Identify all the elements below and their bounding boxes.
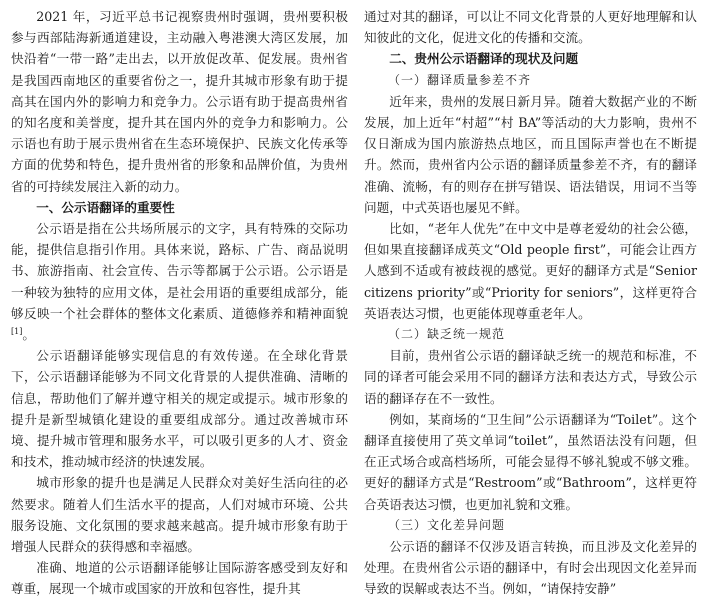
paragraph: 公示语的翻译不仅涉及语言转换，而且涉及文化差异的处理。在贵州省公示语的翻译中，有时会出现因文化差异而导致的误解或表达不当。例如，“请保持安静” bbox=[364, 539, 697, 597]
right-column bbox=[364, 6, 697, 600]
paragraph: 城市形象的提升也是满足人民群众对美好生活向往的必然要求。随着人们生活水平的提高，人们对城市环境、公共服务设施、文化氛围的要求越来越高。提升城市形象有助于增强人民群众的获得感和幸福感。 bbox=[11, 475, 348, 555]
paragraph: 例如，某商场的“卫生间”公示语翻译为“Toilet”。这个翻译直接使用了英文单词“toilet”，虽然语法没有问题，但在正式场合或高档场所，可能会显得不够礼貌或不够文雅。更好的翻译方式是“Restroom”或“Bathroom”，这样更符合英语表达习惯，也更加礼貌和文雅。 bbox=[364, 411, 697, 512]
paragraph-continued: 通过对其的翻译，可以让不同文化背景的人更好地理解和认知彼此的文化，促进文化的传播和交流。 bbox=[364, 9, 697, 46]
subsection-heading: （二）缺乏统一规范 bbox=[388, 327, 506, 342]
paragraph: 公示语翻译能够实现信息的有效传递。在全球化背景下，公示语翻译能够为不同文化背景的人提供准确、清晰的信息，帮助他们了解并遵守相关的规定或提示。城市形象的提升是新型城镇化建设的重要组成部分。通过改善城市环境、提升城市管理和服务水平，可以吸引更多的人才、资金和技术，推动城市经济的快速发展。 bbox=[11, 348, 348, 470]
section-heading: 一、公示语翻译的重要性 bbox=[36, 199, 175, 215]
section-heading: 二、贵州公示语翻译的现状及问题 bbox=[389, 51, 579, 67]
subsection-heading: （三）文化差异问题 bbox=[388, 517, 506, 532]
paragraph: 比如，“老年人优先”在中文中是尊老爱幼的社会公德，但如果直接翻译成英文“Old people first”，可能会让西方人感到不适或有被歧视的感觉。更好的翻译方式是“Senior citizens priority”或“Priority for seniors”，这样更符合英语表达习惯，也更能体现尊重老年人。 bbox=[364, 221, 697, 321]
left-column bbox=[11, 6, 348, 600]
paragraph: 目前，贵州省公示语的翻译缺乏统一的规范和标准，不同的译者可能会采用不同的翻译方法和表达方式，导致公示语的翻译存在不一致性。 bbox=[364, 348, 697, 406]
paragraph: 准确、地道的公示语翻译能够让国际游客感受到友好和尊重，展现一个城市或国家的开放和包容性，提升其 bbox=[11, 560, 348, 597]
paragraph-end: 。 bbox=[22, 327, 35, 343]
paragraph: 近年来，贵州的发展日新月异。随着大数据产业的不断发展，加上近年“村超”“村 BA”等活动的大力影响，贵州不仅日渐成为国内旅游热点地区，而且国际声誉也在不断提升。然而，贵州省内公示语的翻译质量参差不齐，有的翻译准确、流畅，有的则存在拼写错误、语法错误，用词不当等问题，中式英语也屡见不鲜。 bbox=[364, 93, 697, 215]
paragraph: 2021 年，习近平总书记视察贵州时强调，贵州要积极参与西部陆海新通道建设，主动融入粤港澳大湾区发展，加快沿着“一带一路”走出去，以开放促改革、促发展。贵州省是我国西南地区的重要省份之一，提升其城市形象有助于提高其在国内外的影响力和竞争力。公示语有助于提高贵州省的知名度和美誉度，提升其在国内外的竞争力和影响力。公示语也有助于展示贵州省在生态环境保护、民族文化传承等方面的优势和特色，提升贵州省的形象和品牌价值，为贵州省的可持续发展注入新的动力。 bbox=[11, 9, 348, 194]
paragraph-text: 公示语是指在公共场所展示的文字，具有特殊的交际功能，提供信息指引作用。具体来说，路标、广告、商品说明书、旅游指南、社会宣传、告示等都属于公示语。公示语是一种较为独特的应用文体，是社会用语的重要组成部分，能够反映一个社会群体的整体文化素质、道德修养和精神面貌 bbox=[11, 221, 348, 321]
paragraph bbox=[11, 218, 348, 345]
subsection-heading: （一）翻译质量参差不齐 bbox=[388, 72, 532, 87]
citation-marker[interactable]: [1] bbox=[11, 326, 23, 336]
